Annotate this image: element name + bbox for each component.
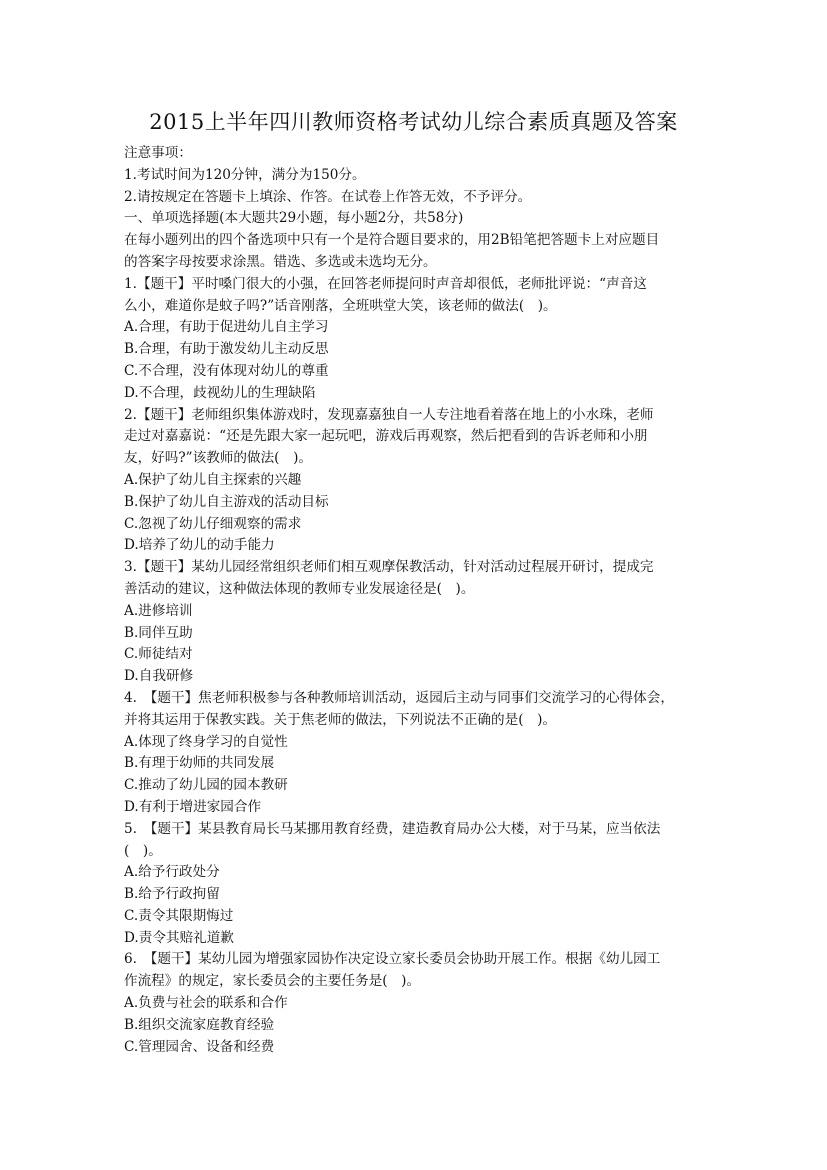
question-4 [124, 688, 704, 819]
question-stem-line: 走过对嘉嘉说：“还是先跟大家一起玩吧，游戏后再观察，然后把看到的告诉老师和小朋 [124, 428, 648, 445]
answer-option: C.师徒结对 [124, 646, 193, 663]
answer-option: A.体现了终身学习的自觉性 [124, 733, 288, 750]
section-instruction: 在每小题列出的四个备选项中只有一个是符合题目要求的，用2B铅笔把答题卡上对应题目 [124, 232, 660, 249]
question-stem-line: 么小，难道你是蚊子吗?”话音刚落，全班哄堂大笑，该老师的做法( )。 [124, 297, 557, 314]
notice-item: 2.请按规定在答题卡上填涂、作答。在试卷上作答无效，不予评分。 [124, 188, 532, 205]
question-stem-line: 2.【题干】老师组织集体游戏时，发现嘉嘉独自一人专注地看着落在地上的小水珠，老师 [124, 406, 654, 423]
answer-option: A.进修培训 [124, 602, 193, 619]
question-stem-line: 4. 【题干】焦老师积极参与各种教师培训活动，返园后主动与同事们交流学习的心得体会， [124, 689, 674, 706]
answer-option: D.培养了幼儿的动手能力 [124, 537, 275, 554]
document-body [124, 143, 704, 1058]
answer-option: D.责令其赔礼道歉 [124, 929, 234, 946]
question-5 [124, 819, 704, 950]
answer-option: A.合理，有助于促进幼儿自主学习 [124, 319, 329, 336]
question-stem-line: 作流程》的规定，家长委员会的主要任务是( )。 [124, 973, 421, 990]
question-stem-line: 5. 【题干】某县教育局长马某挪用教育经费，建造教育局办公大楼，对于马某，应当依法 [124, 820, 661, 837]
answer-option: C.责令其限期悔过 [124, 907, 234, 924]
question-stem-line: 善活动的建议，这种做法体现的教师专业发展途径是( )。 [124, 580, 475, 597]
notice-item: 1.考试时间为120分钟，满分为150分。 [124, 166, 366, 183]
answer-option: B.合理，有助于激发幼儿主动反思 [124, 341, 329, 358]
answer-option: A.保护了幼儿自主探索的兴趣 [124, 471, 302, 488]
answer-option: D.自我研修 [124, 668, 194, 685]
question-stem-line: 3.【题干】某幼儿园经常组织老师们相互观摩保教活动，针对活动过程展开研讨，提成完 [124, 559, 654, 576]
answer-option: B.有理于幼师的共同发展 [124, 755, 275, 772]
answer-option: C.不合理，没有体现对幼儿的尊重 [124, 362, 329, 379]
answer-option: D.不合理，歧视幼儿的生理缺陷 [124, 384, 316, 401]
section-heading: 一、单项选择题(本大题共29小题，每小题2分，共58分) [124, 210, 464, 227]
answer-option: D.有利于增进家园合作 [124, 798, 262, 815]
question-stem-line: 友，好吗?”该教师的做法( )。 [124, 450, 312, 467]
answer-option: C.忽视了幼儿仔细观察的需求 [124, 515, 302, 532]
answer-option: C.推动了幼儿园的园本教研 [124, 777, 288, 794]
question-3 [124, 557, 704, 688]
question-stem-line: ( )。 [124, 842, 162, 859]
question-stem-line: 6. 【题干】某幼儿园为增强家园协作决定设立家长委员会协助开展工作。根据《幼儿园工 [124, 951, 661, 968]
answer-option: B.组织交流家庭教育经验 [124, 1016, 275, 1033]
question-1 [124, 274, 704, 405]
section-instruction: 的答案字母按要求涂黑。错选、多选或未选均无分。 [124, 253, 437, 270]
answer-option: A.负费与社会的联系和合作 [124, 995, 288, 1012]
answer-option: B.给予行政拘留 [124, 886, 220, 903]
notice-heading: 注意事项： [124, 145, 192, 161]
answer-option: B.同伴互助 [124, 624, 193, 641]
question-6 [124, 949, 704, 1058]
question-2 [124, 405, 704, 558]
question-stem-line: 1.【题干】平时嗓门很大的小强，在回答老师提问时声音却很低，老师批评说：“声音这 [124, 275, 647, 292]
answer-option: C.管理园舍、设备和经费 [124, 1038, 275, 1055]
answer-option: A.给予行政处分 [124, 864, 220, 881]
document-title: 2015上半年四川教师资格考试幼儿综合素质真题及答案 [149, 110, 678, 134]
answer-option: B.保护了幼儿自主游戏的活动目标 [124, 493, 329, 510]
question-stem-line: 并将其运用于保教实践。关于焦老师的做法，下列说法不正确的是( )。 [124, 711, 557, 728]
